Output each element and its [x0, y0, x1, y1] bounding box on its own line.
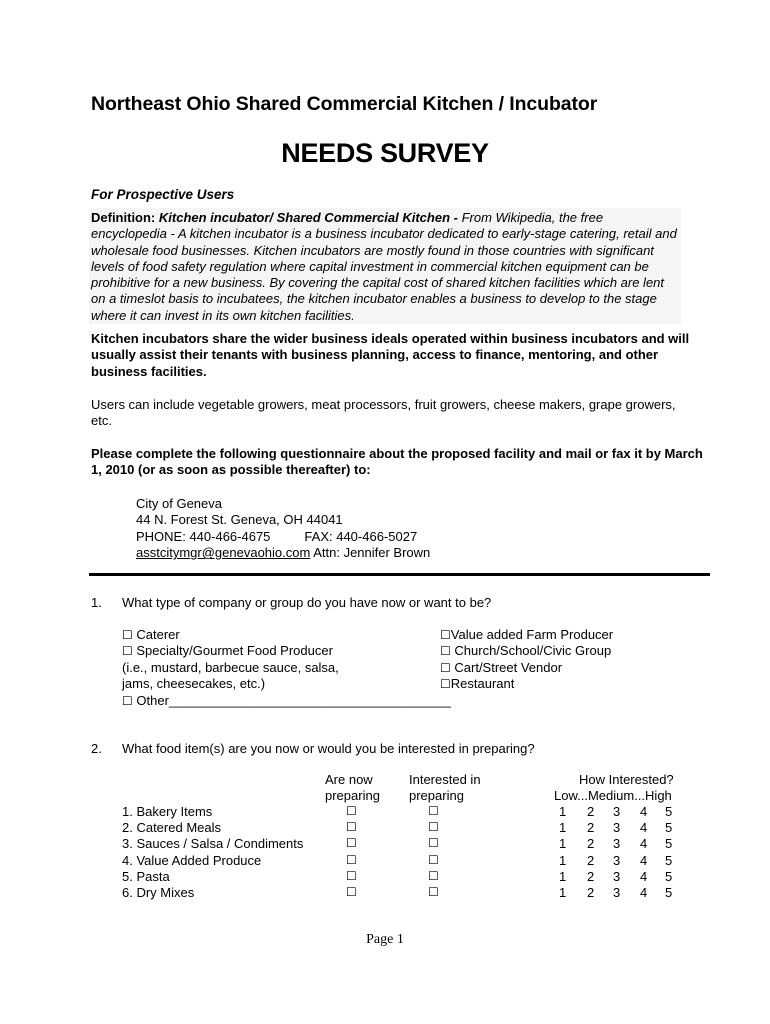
col-now-header-1: Are now [325, 772, 373, 787]
rating-option[interactable]: 3 [613, 868, 621, 884]
q1-option-restaurant [440, 676, 613, 692]
checkbox-icon[interactable]: ☐ [122, 628, 133, 642]
instructions-paragraph: Please complete the following questionnaire about the proposed facility and mail or fax it by March 1, 2010 (or as soon as possible thereafter) to: [91, 446, 703, 478]
q1-option-church [440, 643, 613, 659]
q1-option-cart [440, 660, 613, 676]
checkbox-icon[interactable]: ☐ [346, 820, 357, 835]
col-how-header-1: How Interested? [579, 772, 674, 787]
page-number: Page 1 [366, 932, 404, 947]
definition-term: Kitchen incubator/ Shared Commercial Kitchen - [158, 210, 462, 225]
rating-option[interactable]: 2 [587, 820, 595, 836]
checkbox-icon[interactable]: ☐ [428, 868, 439, 883]
option-label: Specialty/Gourmet Food Producer [136, 643, 333, 659]
col-how-header-2: Low...Medium...High [554, 788, 672, 803]
checkbox-icon[interactable]: ☐ [428, 885, 439, 899]
definition-paragraph [91, 210, 679, 324]
q1-option-caterer [122, 627, 451, 643]
rating-option[interactable]: 4 [640, 852, 648, 868]
option-label: Other_______________________________________ [136, 692, 451, 708]
rating-option[interactable]: 5 [665, 804, 673, 819]
rating-option[interactable]: 5 [665, 868, 673, 884]
col-interest-header-2: preparing [409, 788, 464, 803]
rating-option[interactable]: 1 [559, 852, 567, 868]
food-item-label: 3. Sauces / Salsa / Condiments [122, 836, 304, 852]
checkbox-icon[interactable]: ☐ [346, 836, 357, 851]
rating-option[interactable]: 3 [613, 804, 621, 819]
rating-option[interactable]: 2 [587, 852, 595, 868]
option-label: Caterer [136, 627, 180, 642]
rating-option[interactable]: 3 [613, 836, 621, 852]
rating-option[interactable]: 4 [640, 836, 648, 852]
col-now-header-2: preparing [325, 788, 380, 803]
q1-specialty-detail-1: (i.e., mustard, barbecue sauce, salsa, [122, 659, 339, 675]
address-name: City of Geneva [136, 496, 222, 511]
rating-option[interactable]: 5 [665, 820, 673, 836]
q1-text: What type of company or group do you have now or want to be? [122, 595, 492, 610]
rating-option[interactable]: 5 [665, 836, 673, 852]
table-row [0, 853, 770, 869]
rating-option[interactable]: 2 [587, 836, 595, 852]
rating-option[interactable]: 5 [665, 885, 673, 900]
address-phone: PHONE: 440-466-4675 [136, 528, 271, 544]
checkbox-icon[interactable]: ☐ [346, 852, 357, 867]
checkbox-icon[interactable]: ☐ [440, 660, 451, 675]
rating-option[interactable]: 4 [640, 885, 648, 900]
option-label: Cart/Street Vendor [454, 659, 563, 675]
checkbox-icon[interactable]: ☐ [428, 820, 439, 835]
rating-option[interactable]: 1 [559, 804, 567, 819]
checkbox-icon[interactable]: ☐ [428, 836, 439, 851]
food-item-label: 1. Bakery Items [122, 804, 213, 819]
rating-option[interactable]: 1 [559, 820, 567, 836]
checkbox-icon[interactable]: ☐ [122, 693, 133, 708]
q1-left-options [122, 627, 451, 709]
checkbox-icon[interactable]: ☐ [440, 677, 451, 692]
rating-option[interactable]: 3 [613, 885, 621, 900]
rating-option[interactable]: 4 [640, 868, 648, 884]
rating-option[interactable]: 2 [587, 885, 595, 900]
address-phone-fax [136, 529, 430, 545]
option-label: Restaurant [450, 676, 515, 692]
food-item-label: 6. Dry Mixes [122, 885, 195, 900]
q1-right-options [440, 627, 613, 693]
table-row [0, 804, 770, 820]
rating-option[interactable]: 5 [665, 852, 673, 868]
checkbox-icon[interactable]: ☐ [428, 804, 439, 818]
option-label: Church/School/Civic Group [454, 643, 612, 659]
checkbox-icon[interactable]: ☐ [346, 804, 357, 818]
table-row [0, 820, 770, 836]
rating-option[interactable]: 4 [640, 820, 648, 836]
email-link[interactable]: asstcitymgr@genevaohio.com [136, 545, 311, 561]
users-paragraph: Users can include vegetable growers, meat processors, fruit growers, cheese makers, grape growers, etc. [91, 397, 676, 429]
survey-title: NEEDS SURVEY [281, 138, 489, 168]
checkbox-icon[interactable]: ☐ [346, 885, 357, 899]
option-label: Value added Farm Producer [450, 627, 614, 642]
q2-text: What food item(s) are you now or would you be interested in preparing? [122, 741, 535, 756]
checkbox-icon[interactable]: ☐ [428, 852, 439, 867]
q2-header-row-2 [0, 788, 770, 804]
table-row [0, 869, 770, 885]
rating-option[interactable]: 2 [587, 804, 595, 819]
rating-option[interactable]: 4 [640, 804, 648, 819]
q2-number: 2. [91, 741, 102, 756]
rating-option[interactable]: 3 [613, 852, 621, 868]
food-item-label: 2. Catered Meals [122, 820, 221, 836]
table-row [0, 885, 770, 901]
checkbox-icon[interactable]: ☐ [122, 644, 133, 659]
address-street: 44 N. Forest St. Geneva, OH 44041 [136, 512, 343, 528]
food-item-label: 4. Value Added Produce [122, 852, 262, 868]
q1-number: 1. [91, 595, 102, 610]
mailing-address [136, 496, 430, 562]
ideals-paragraph: Kitchen incubators share the wider business ideals operated within business incubators and will usually assist their tenants with business planning, access to finance, mentoring, and other business facilities. [91, 331, 690, 379]
food-item-label: 5. Pasta [122, 868, 170, 884]
definition-label: Definition: [91, 210, 159, 225]
rating-option[interactable]: 2 [587, 868, 595, 884]
q1-option-specialty [122, 643, 451, 659]
address-email-line [136, 545, 430, 561]
rating-option[interactable]: 1 [559, 836, 567, 852]
rating-option[interactable]: 1 [559, 868, 567, 884]
q1-option-value-added [440, 627, 613, 643]
table-row [0, 836, 770, 852]
address-fax: FAX: 440-466-5027 [304, 528, 418, 544]
audience-subtitle: For Prospective Users [91, 187, 235, 202]
rating-option[interactable]: 3 [613, 820, 621, 836]
q1-specialty-detail-2: jams, cheesecakes, etc.) [122, 676, 266, 692]
q2-table [0, 772, 770, 912]
rating-option[interactable]: 1 [559, 885, 567, 900]
col-interest-header-1: Interested in [409, 772, 481, 787]
checkbox-icon[interactable]: ☐ [346, 868, 357, 883]
definition-text: From Wikipedia, the free encyclopedia - A kitchen incubator is a business incubator dedicated to early-stage catering, retail and wholesale food businesses. Kitchen incubators are mostly found in those countries with significant levels of food safety regulation where capital investment in commercial kitchen equipment can be prohibitive for a new business. By covering the capital cost of shared kitchen facilities which are lent on a timeslot basis to incubatees, the kitchen incubator enables a business to develop to the stage where it can invest in its own kitchen facilities. [91, 210, 677, 323]
address-attn: Attn: Jennifer Brown [310, 545, 431, 561]
document-title: Northeast Ohio Shared Commercial Kitchen / Incubator [91, 93, 598, 115]
checkbox-icon[interactable]: ☐ [440, 644, 451, 659]
section-divider [89, 573, 710, 576]
q2-header-row-1 [0, 772, 770, 788]
checkbox-icon[interactable]: ☐ [440, 628, 451, 642]
q1-option-other [122, 693, 451, 709]
